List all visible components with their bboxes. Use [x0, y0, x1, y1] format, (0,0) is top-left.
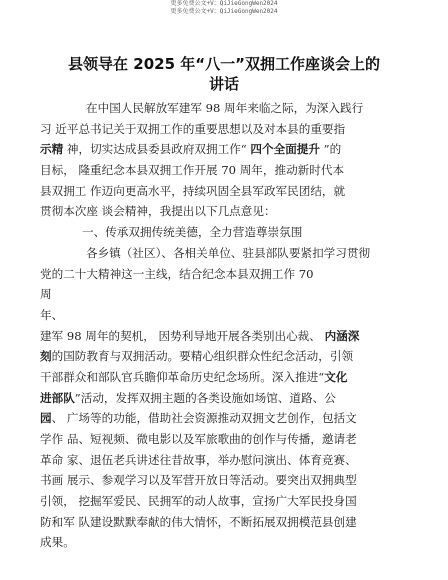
p1-line-6: 贯彻本次座 谈会精神，我提出以下几点意见： — [40, 204, 276, 219]
section-heading-1: 一、传承双拥传统美德，全力营造尊崇氛围 — [82, 225, 303, 240]
text-span: 、 广场等的功能，借助社会资源推动双拥文艺创作，包括文 — [51, 411, 357, 426]
text-span: ”的 — [320, 142, 342, 157]
bold-phrase: 示精 — [40, 142, 64, 157]
p2-line-5 — [40, 326, 410, 347]
p2-line-11: 革命 家、退伍老兵讲述往昔故事，举办慰问演出、体育竞赛、 — [40, 452, 357, 467]
p2-line-6 — [40, 346, 410, 367]
p2-line-13: 引领， 挖掘军爱民、民拥军的动人故事，宣扬广大军民投身国 — [40, 494, 357, 509]
p2-line-3: 周 — [40, 287, 52, 302]
bold-phrase: 文化 — [324, 369, 348, 384]
bold-phrase: 刻 — [40, 349, 52, 364]
p1-line-1: 在中国人民解放军建军 98 周年来临之际，为深入践行 — [86, 101, 364, 115]
bold-phrase: 园 — [40, 411, 52, 426]
text-span: 的国防教育与双拥活动。要精心组织群众性纪念活动，引领 — [51, 349, 354, 364]
p2-line-4: 年、 — [40, 307, 64, 322]
p2-line-14: 防和军 队建设默默奉献的伟大情怀，不断拓展双拥模范县创建 — [40, 514, 357, 529]
watermark-header-line-1: 更多免费公文+V：QiJieGongWen2024 — [170, 0, 278, 7]
text-span: 神，切实达成县委县政府双拥工作“ — [63, 142, 251, 157]
text-span: ”活动，发挥双拥主题的各类设施如场馆、道路、公 — [74, 390, 336, 405]
text-span: 建军 98 周年的契机， 因势利导地开展各类别出心裁、 — [40, 328, 325, 343]
p2-line-8 — [40, 388, 410, 409]
p2-line-10: 学作 品、短视频、微电影以及军旅歌曲的创作与传播，邀请老 — [40, 432, 357, 446]
title-line-1: 县领导在 2025 年“八一”双拥工作座谈会上的 — [68, 55, 380, 73]
watermark-header-line-2: 更多免费公文+V：QiJieGongWen2024 — [170, 8, 278, 15]
p2-line-1: 各乡镇（社区）、各相关单位、驻县部队要紧扣学习贯彻 — [86, 245, 371, 260]
document-body — [40, 98, 410, 553]
p2-line-2: 党的二十大精神这一主线，结合纪念本县双拥工作 70 — [40, 266, 314, 281]
p1-line-4: 目标， 隆重纪念本县双拥工作开展 70 周年，推动新时代本 — [40, 163, 345, 178]
title-line-2: 讲话 — [208, 75, 239, 93]
p1-line-5: 县双拥工 作迈向更高水平，持续巩固全县军政军民团结，就 — [40, 183, 346, 198]
p2-line-7 — [40, 367, 410, 388]
p1-line-3 — [40, 139, 410, 160]
bold-phrase: 进部队 — [40, 390, 75, 405]
text-span: 干部群众和部队官兵瞻仰革命历史纪念场所。深入推进“ — [40, 369, 325, 384]
p2-line-9 — [40, 408, 410, 429]
p2-line-12: 书画 展示、参观学习以及军营开放日等活动。要突出双拥典型 — [40, 473, 357, 488]
document-title — [30, 54, 418, 94]
p2-line-15: 成果。 — [40, 535, 75, 550]
bold-phrase: 四个全面提升 — [250, 142, 320, 157]
bold-phrase: 内涵深 — [324, 328, 360, 343]
p1-line-2: 习 近平总书记关于双拥工作的重要思想以及对本县的重要指 — [40, 121, 346, 136]
